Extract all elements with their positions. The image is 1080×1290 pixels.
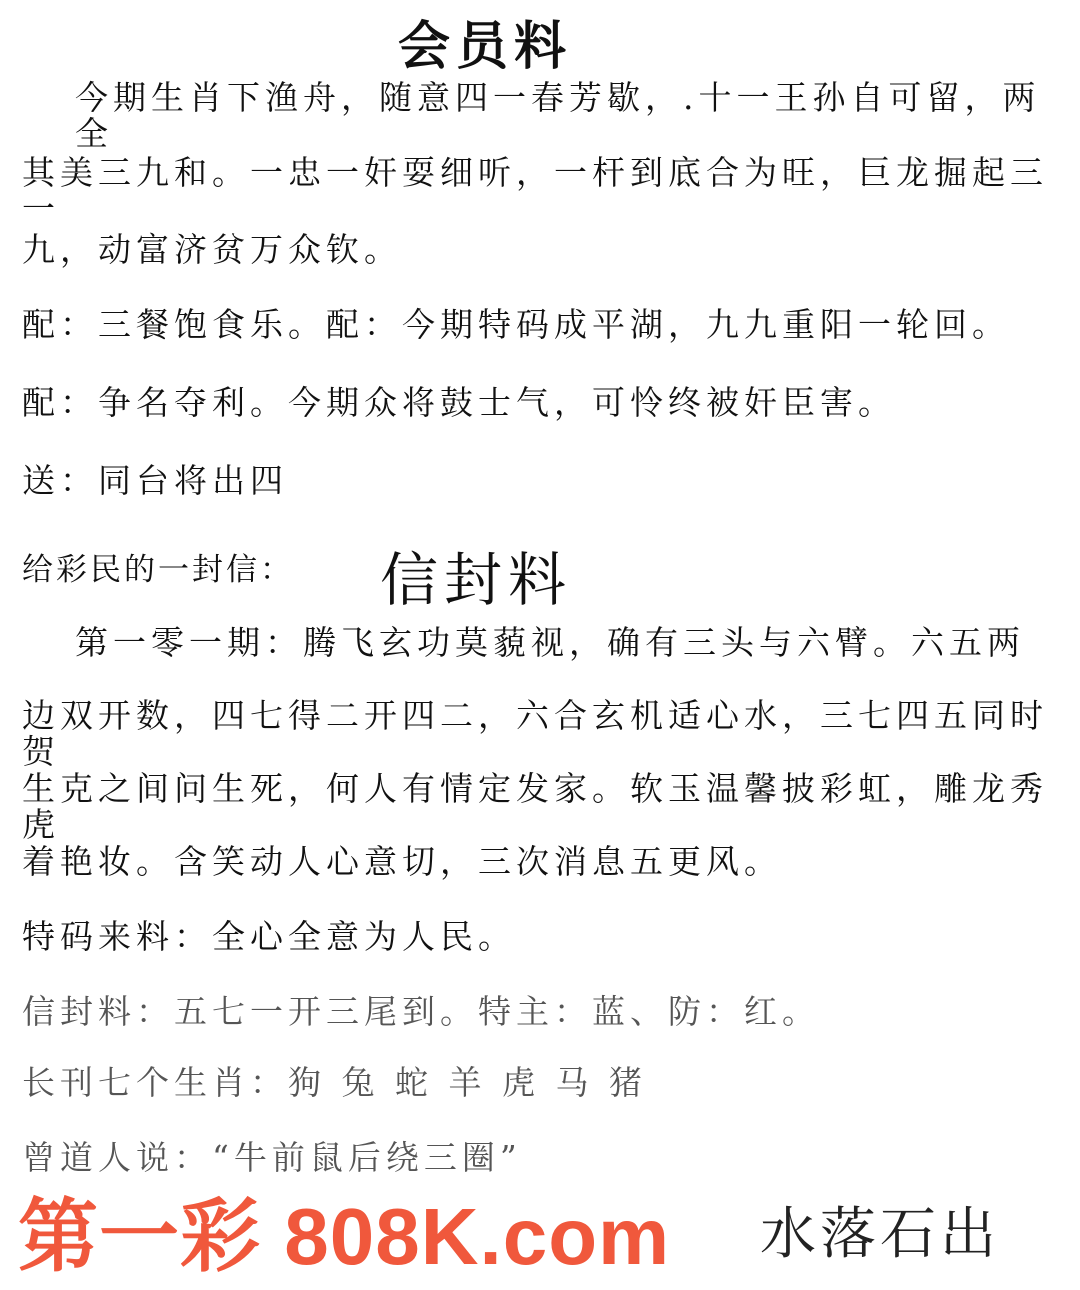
envelope-line: 曾道人说：“牛前鼠后绕三圈” [22, 1138, 522, 1177]
member-line: 送：同台将出四 [22, 461, 288, 500]
member-line: 配：三餐饱食乐。配：今期特码成平湖，九九重阳一轮回。 [22, 305, 1010, 344]
member-line: 配：争名夺利。今期众将鼓士气，可怜终被奸臣害。 [22, 383, 896, 422]
member-line: 其美三九和。一忠一奸耍细听，一杆到底合为旺，巨龙掘起三一 [22, 153, 1048, 228]
envelope-intro: 给彩民的一封信： [22, 552, 294, 588]
envelope-line: 长刊七个生肖：狗 兔 蛇 羊 虎 马 猪 [22, 1063, 647, 1102]
envelope-line: 信封料：五七一开三尾到。特主：蓝、防：红。 [22, 992, 820, 1031]
envelope-line: 特码来料：全心全意为人民。 [22, 917, 516, 956]
envelope-line: 边双开数，四七得二开四二，六合玄机适心水，三七四五同时贺 [22, 696, 1048, 771]
member-line: 九，动富济贫万众钦。 [22, 230, 402, 269]
envelope-line: 着艳妆。含笑动人心意切，三次消息五更风。 [22, 842, 782, 881]
footer-title: 水落石出 [760, 1202, 1000, 1267]
member-line: 今期生肖下渔舟，随意四一春芳歇，.十一王孙自可留，两全 [75, 78, 1041, 153]
member-title: 会员料 [398, 16, 573, 77]
envelope-line: 第一零一期：腾飞玄功莫藐视，确有三头与六臂。六五两 [75, 623, 1025, 662]
envelope-title: 信封料 [380, 546, 573, 614]
envelope-line: 生克之间问生死，何人有情定发家。软玉温馨披彩虹，雕龙秀虎 [22, 769, 1048, 844]
watermark: 第一彩 808K.com [18, 1192, 671, 1281]
